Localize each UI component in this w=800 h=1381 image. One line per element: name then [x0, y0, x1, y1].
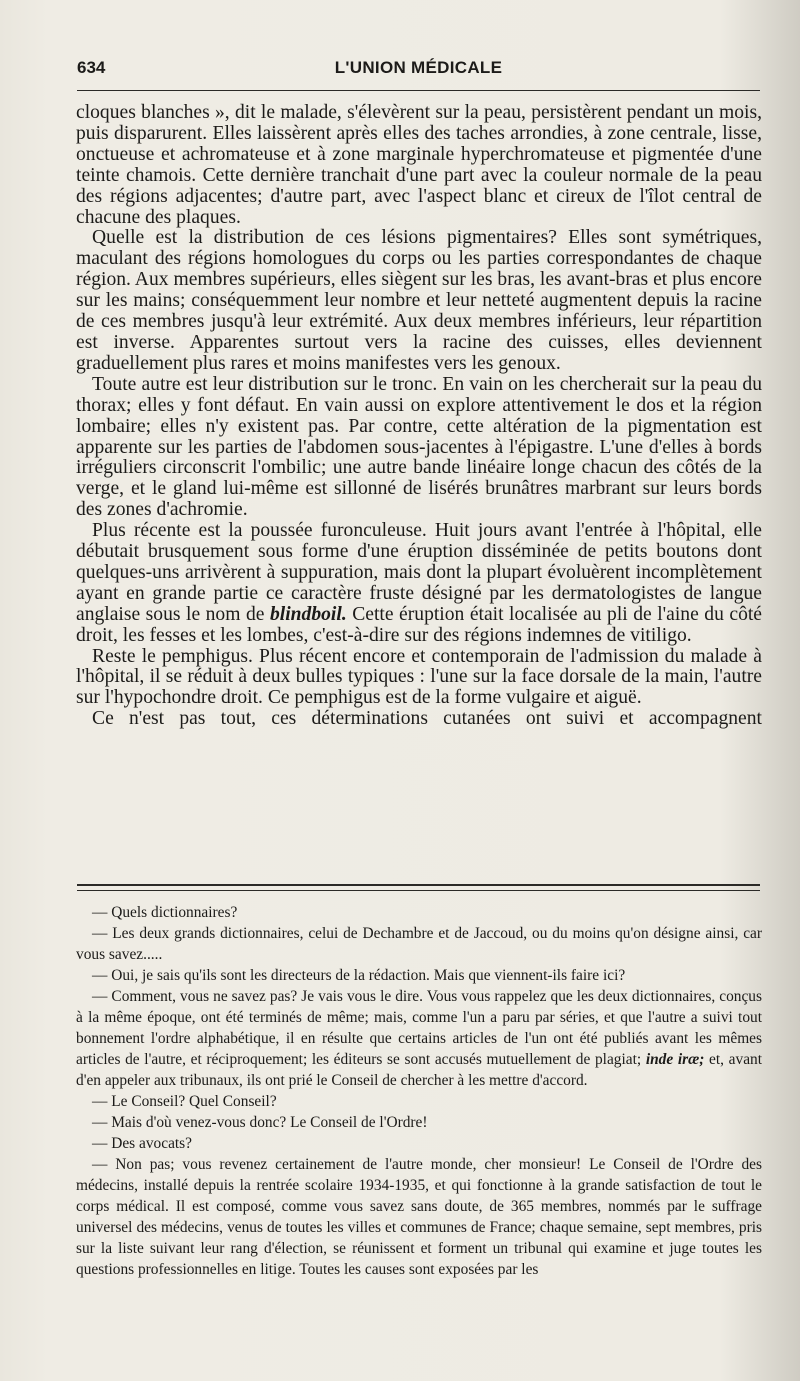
- article-body: [76, 103, 762, 730]
- article-paragraph: [76, 521, 762, 646]
- dialogue-line: [76, 986, 762, 1091]
- dialogue-line: — Le Conseil? Quel Conseil?: [92, 1093, 277, 1110]
- dialogue-text: et, avant d'en appeler aux tribunaux, ils ont prié le Conseil de chercher à les mettre d'accord.: [76, 1051, 762, 1089]
- article-paragraph: Toute autre est leur distribution sur le tronc. En vain on les chercherait sur la peau du thorax; elles y font défaut. En vain aussi on explore attentivement le dos et la région lombaire; elles n'y existent pas. Par contre, cette altération de la pigmentation est apparente sur les parties de l'abdomen sous-jacentes à l'épigastre. L'une d'elles à bords irréguliers circonscrit l'ombilic; une autre bande linéaire longe chacun des côtés de la verge, et le gland lui-même est sillonné de lisérés brunâtres marbrant sur leurs bords des zones d'achromie.: [76, 373, 762, 521]
- dialogue-line: — Non pas; vous revenez certainement de l'autre monde, cher monsieur! Le Conseil de l'Ordre des médecins, installé depuis la rentrée scolaire 1934-1935, et qui fonctionne à la grande satisfaction de tout le corps médical. Il est composé, comme vous savez sans doute, de 365 membres, nommés par le suffrage universel des médecins, venus de toutes les villes et communes de France; chaque semaine, sept membres, pris sur la liste suivant leur rang d'élection, se réunissent et forment un tribunal qui examine et juge toutes les questions professionnelles en litige. Toutes les causes sont exposées par les: [76, 1156, 762, 1278]
- dialogue-line: — Oui, je sais qu'ils sont les directeurs de la rédaction. Mais que viennent-ils faire ici?: [92, 967, 626, 984]
- article-text: Cette éruption était localisée au pli de l'aine du côté droit, les fesses et les lombes, c'est-à-dire sur des régions indemnes de vitiligo.: [76, 603, 763, 646]
- article-paragraph: cloques blanches », dit le malade, s'élevèrent sur la peau, persistèrent pendant un mois, puis disparurent. Elles laissèrent après elles des taches arrondies, à zone centrale, lisse, onctueuse et achromateuse et à zone marginale hyperchromateuse et pigmentée d'une teinte chamois. Cette dernière tranchait d'une part avec la couleur normale de la peau des régions adjacentes; d'autre part, avec l'aspect blanc et cireux de l'îlot central de chacune des plaques.: [76, 102, 762, 228]
- dialogue-text: — Comment, vous ne savez pas? Je vais vous le dire. Vous vous rappelez que les deux dictionnaires, conçus à la même époque, ont été terminés de même; mais, comme l'un a paru par séries, et que l'autre a suivi tout bonnement l'ordre alphabétique, il en résulte que certains articles de l'un ont été publiés avant les mêmes articles de l'autre, et réciproquement; les éditeurs se sont accusés mutuellement de plagiat;: [76, 988, 762, 1068]
- dialogue-line: — Mais d'où venez-vous donc? Le Conseil de l'Ordre!: [92, 1114, 428, 1131]
- header-rule: [77, 90, 760, 91]
- article-paragraph: Quelle est la distribution de ces lésions pigmentaires? Elles sont symétriques, maculant des régions homologues du corps ou les parties correspondantes de chaque région. Aux membres supérieurs, elles siègent sur les bras, les avant-bras et plus encore sur les mains; conséquemment leur nombre et leur netteté augmentent depuis la racine de ces membres jusqu'à leur extrémité. Aux deux membres inférieurs, leur répartition est inverse. Apparentes surtout vers la racine des cuisses, elles deviennent graduellement plus rares et moins manifestes vers les genoux.: [76, 227, 762, 374]
- article-paragraph: Ce n'est pas tout, ces déterminations cutanées ont suivi et accompagnent: [92, 708, 762, 730]
- article-text: Plus récente est la poussée furonculeuse. Huit jours avant l'entrée à l'hôpital, elle débutait brusquement sous forme d'une éruption disséminée de petits boutons dont quelques-uns arrivèrent à suppuration, mais dont la plupart évoluèrent incomplètement ayant en grande partie ce caractère fruste désigné par les dermatologistes de langue anglaise sous le nom de: [76, 520, 762, 625]
- journal-title: L'UNION MÉDICALE: [334, 58, 503, 77]
- article-paragraph: Reste le pemphigus. Plus récent encore et contemporain de l'admission du malade à l'hôpital, il se réduit à deux bulles typiques : l'une sur la face dorsale de la main, l'autre sur l'hypochondre droit. Ce pemphigus est de la forme vulgaire et aiguë.: [76, 645, 762, 709]
- feuilleton-section: [76, 902, 762, 1280]
- dialogue-line: — Les deux grands dictionnaires, celui de Dechambre et de Jaccoud, ou du moins qu'on désigne ainsi, car vous savez.....: [76, 925, 762, 963]
- italic-term: blindboil.: [269, 603, 347, 625]
- feuilleton-divider: [77, 884, 760, 891]
- page-number: 634: [77, 58, 106, 77]
- running-header: [77, 58, 760, 84]
- dialogue-line: — Quels dictionnaires?: [92, 904, 238, 921]
- dialogue-line: — Des avocats?: [92, 1135, 193, 1152]
- italic-latin: inde iræ;: [645, 1051, 705, 1068]
